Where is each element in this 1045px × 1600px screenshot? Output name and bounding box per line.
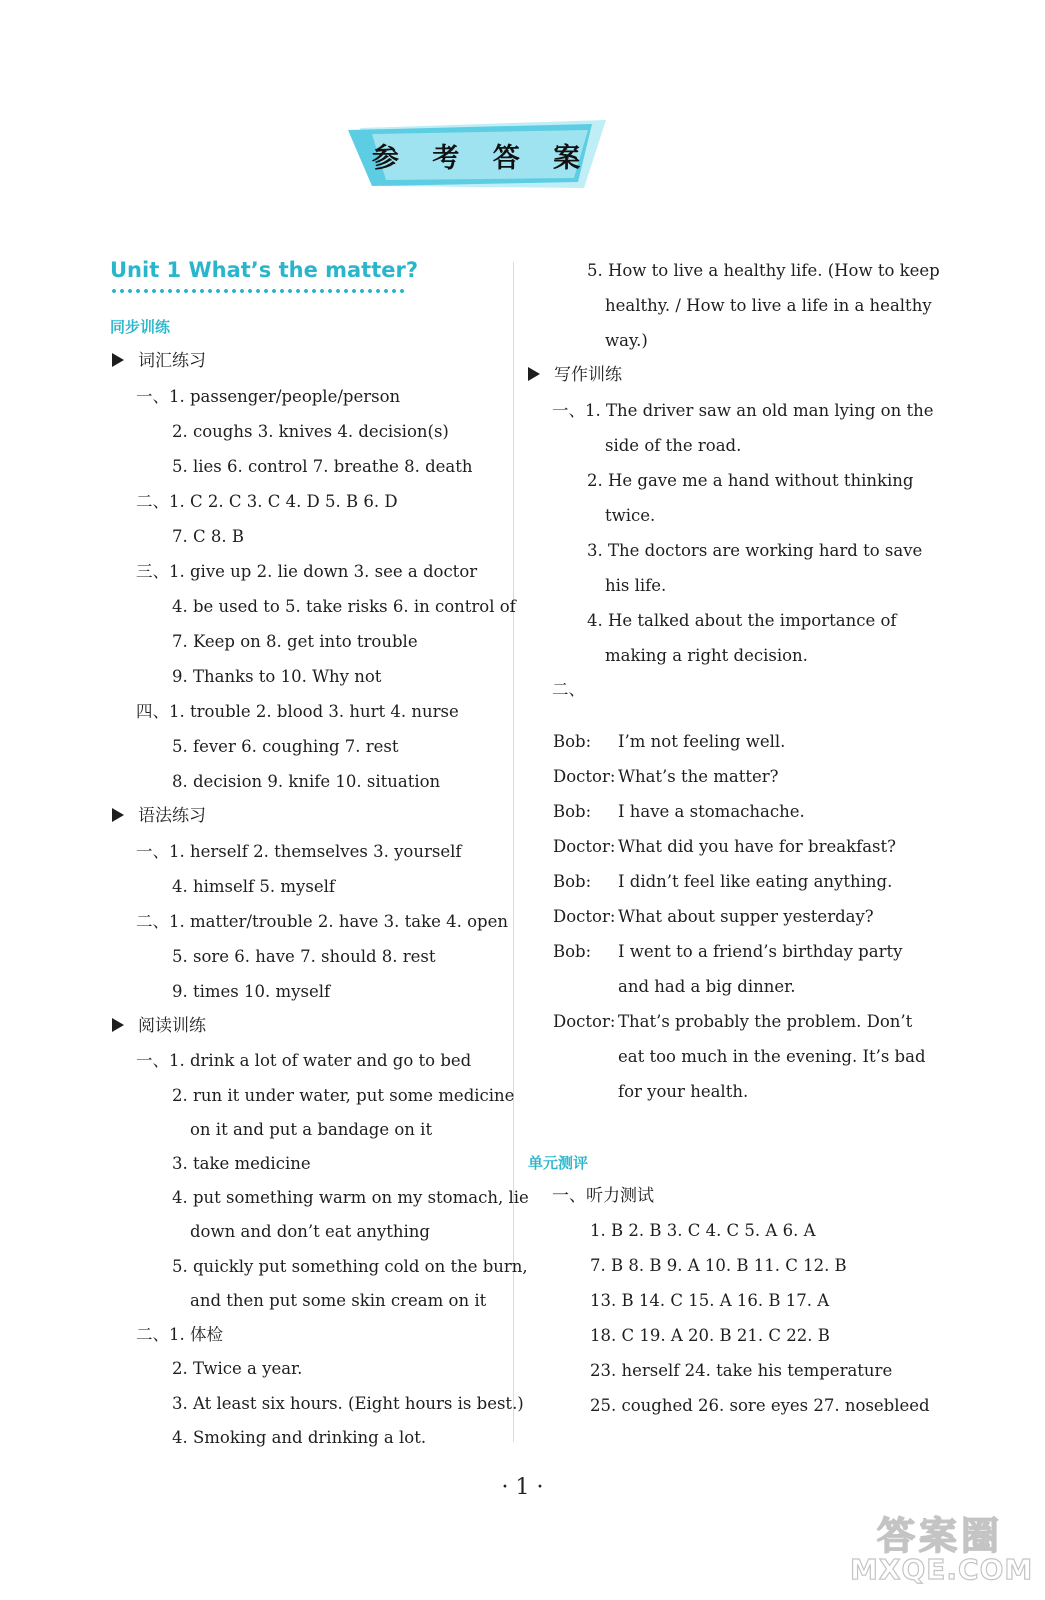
title-banner — [342, 120, 622, 198]
watermark-logo-text: 答案圈 — [876, 1514, 1003, 1558]
listening-line: 13. B 14. C 15. A 16. B 17. A — [590, 1291, 830, 1310]
listening-heading: 一、听力测试 — [552, 1186, 654, 1206]
listening-line: 1. B 2. B 3. C 4. C 5. A 6. A — [590, 1221, 816, 1240]
vocab-line: 2. coughs 3. knives 4. decision(s) — [172, 422, 449, 441]
dialogue-line: What’s the matter? — [618, 767, 779, 786]
dialogue-speaker: Bob: — [553, 872, 592, 891]
writing-line: his life. — [605, 576, 667, 595]
watermark — [850, 1505, 1034, 1590]
reading-line: and then put some skin cream on it — [190, 1291, 487, 1310]
dialogue-speaker: Doctor: — [553, 767, 616, 786]
reading-line: 二、1. 体检 — [136, 1325, 223, 1344]
triangle-icon — [112, 808, 124, 822]
watermark-url: MXQE.COM — [850, 1553, 1034, 1586]
dialogue-line: I didn’t feel like eating anything. — [618, 872, 893, 891]
writing-line: making a right decision. — [605, 646, 808, 665]
reading-line: 4. put something warm on my stomach, lie — [172, 1188, 529, 1207]
dialogue-line: That’s probably the problem. Don’t — [618, 1012, 913, 1031]
reading-cont-line: 5. How to live a healthy life. (How to keep — [587, 261, 940, 280]
reading-line: 一、1. drink a lot of water and go to bed — [136, 1051, 472, 1070]
triangle-icon — [112, 1018, 124, 1032]
listening-line: 25. coughed 26. sore eyes 27. nosebleed — [590, 1396, 930, 1415]
vocab-line: 5. lies 6. control 7. breathe 8. death — [172, 457, 473, 476]
vocab-line: 4. be used to 5. take risks 6. in control of — [172, 597, 516, 616]
section-sync-training: 同步训练 — [110, 318, 171, 336]
dialogue-line: eat too much in the evening. It’s bad — [618, 1047, 926, 1066]
grammar-line: 9. times 10. myself — [172, 982, 331, 1001]
page-number: · 1 · — [501, 1475, 544, 1500]
writing-line: 3. The doctors are working hard to save — [587, 541, 923, 560]
dialogue-speaker: Doctor: — [553, 907, 616, 926]
vocab-line: 7. Keep on 8. get into trouble — [172, 632, 418, 651]
dialogue-speaker: Doctor: — [553, 1012, 616, 1031]
reading-cont-line: healthy. / How to live a life in a healthy — [605, 296, 932, 315]
dialogue-line: and had a big dinner. — [618, 977, 796, 996]
reading-line: 2. run it under water, put some medicine — [172, 1086, 515, 1105]
grammar-line: 5. sore 6. have 7. should 8. rest — [172, 947, 436, 966]
reading-line: on it and put a bandage on it — [190, 1120, 433, 1139]
writing-line: 4. He talked about the importance of — [587, 611, 897, 630]
dialogue-line: I have a stomachache. — [618, 802, 805, 821]
reading-line: 3. At least six hours. (Eight hours is best.) — [172, 1394, 524, 1413]
writing-heading: 写作训练 — [528, 363, 622, 387]
triangle-icon — [112, 353, 124, 367]
dotted-underline — [110, 288, 408, 294]
listening-line: 18. C 19. A 20. B 21. C 22. B — [590, 1326, 830, 1345]
grammar-line: 4. himself 5. myself — [172, 877, 335, 896]
dialogue-speaker: Bob: — [553, 732, 592, 751]
page-title: 参 考 答 案 — [371, 143, 593, 174]
listening-line: 23. herself 24. take his temperature — [590, 1361, 893, 1380]
vocab-line: 四、1. trouble 2. blood 3. hurt 4. nurse — [136, 702, 459, 721]
reading-line: 3. take medicine — [172, 1154, 311, 1173]
writing-line: 2. He gave me a hand without thinking — [587, 471, 914, 490]
dialogue-speaker: Bob: — [553, 802, 592, 821]
reading-line: 5. quickly put something cold on the burn, — [172, 1257, 528, 1276]
section-unit-test: 单元测评 — [528, 1154, 589, 1172]
dialogue-line: for your health. — [618, 1082, 749, 1101]
writing-line: 一、1. The driver saw an old man lying on the — [552, 401, 934, 420]
reading-line: 2. Twice a year. — [172, 1359, 303, 1378]
grammar-line: 一、1. herself 2. themselves 3. yourself — [136, 842, 462, 861]
dialogue-speaker: Bob: — [553, 942, 592, 961]
vocab-line: 7. C 8. B — [172, 527, 244, 546]
dialogue-line: What did you have for breakfast? — [618, 837, 896, 856]
reading-line: 4. Smoking and drinking a lot. — [172, 1428, 427, 1447]
writing-line: side of the road. — [605, 436, 742, 455]
grammar-line: 二、1. matter/trouble 2. have 3. take 4. open — [136, 912, 508, 931]
vocab-line: 9. Thanks to 10. Why not — [172, 667, 382, 686]
reading-cont-line: way.) — [605, 331, 648, 350]
unit-title: Unit 1 What’s the matter? — [110, 258, 419, 282]
dialogue-line: What about supper yesterday? — [618, 907, 874, 926]
dialogue-line: I went to a friend’s birthday party — [618, 942, 903, 961]
vocab-line: 5. fever 6. coughing 7. rest — [172, 737, 399, 756]
vocab-heading: 词汇练习 — [112, 349, 206, 373]
reading-line: down and don’t eat anything — [190, 1222, 430, 1241]
writing-line: twice. — [605, 506, 656, 525]
writing-line: 二、 — [552, 680, 585, 699]
vocab-line: 三、1. give up 2. lie down 3. see a doctor — [136, 562, 478, 581]
listening-line: 7. B 8. B 9. A 10. B 11. C 12. B — [590, 1256, 847, 1275]
reading-heading: 阅读训练 — [112, 1014, 206, 1038]
grammar-heading: 语法练习 — [112, 804, 206, 828]
vocab-line: 8. decision 9. knife 10. situation — [172, 772, 441, 791]
dialogue-line: I’m not feeling well. — [618, 732, 786, 751]
dialogue-speaker: Doctor: — [553, 837, 616, 856]
vocab-line: 二、1. C 2. C 3. C 4. D 5. B 6. D — [136, 492, 398, 511]
vocab-line: 一、1. passenger/people/person — [136, 387, 401, 406]
triangle-icon — [528, 367, 540, 381]
